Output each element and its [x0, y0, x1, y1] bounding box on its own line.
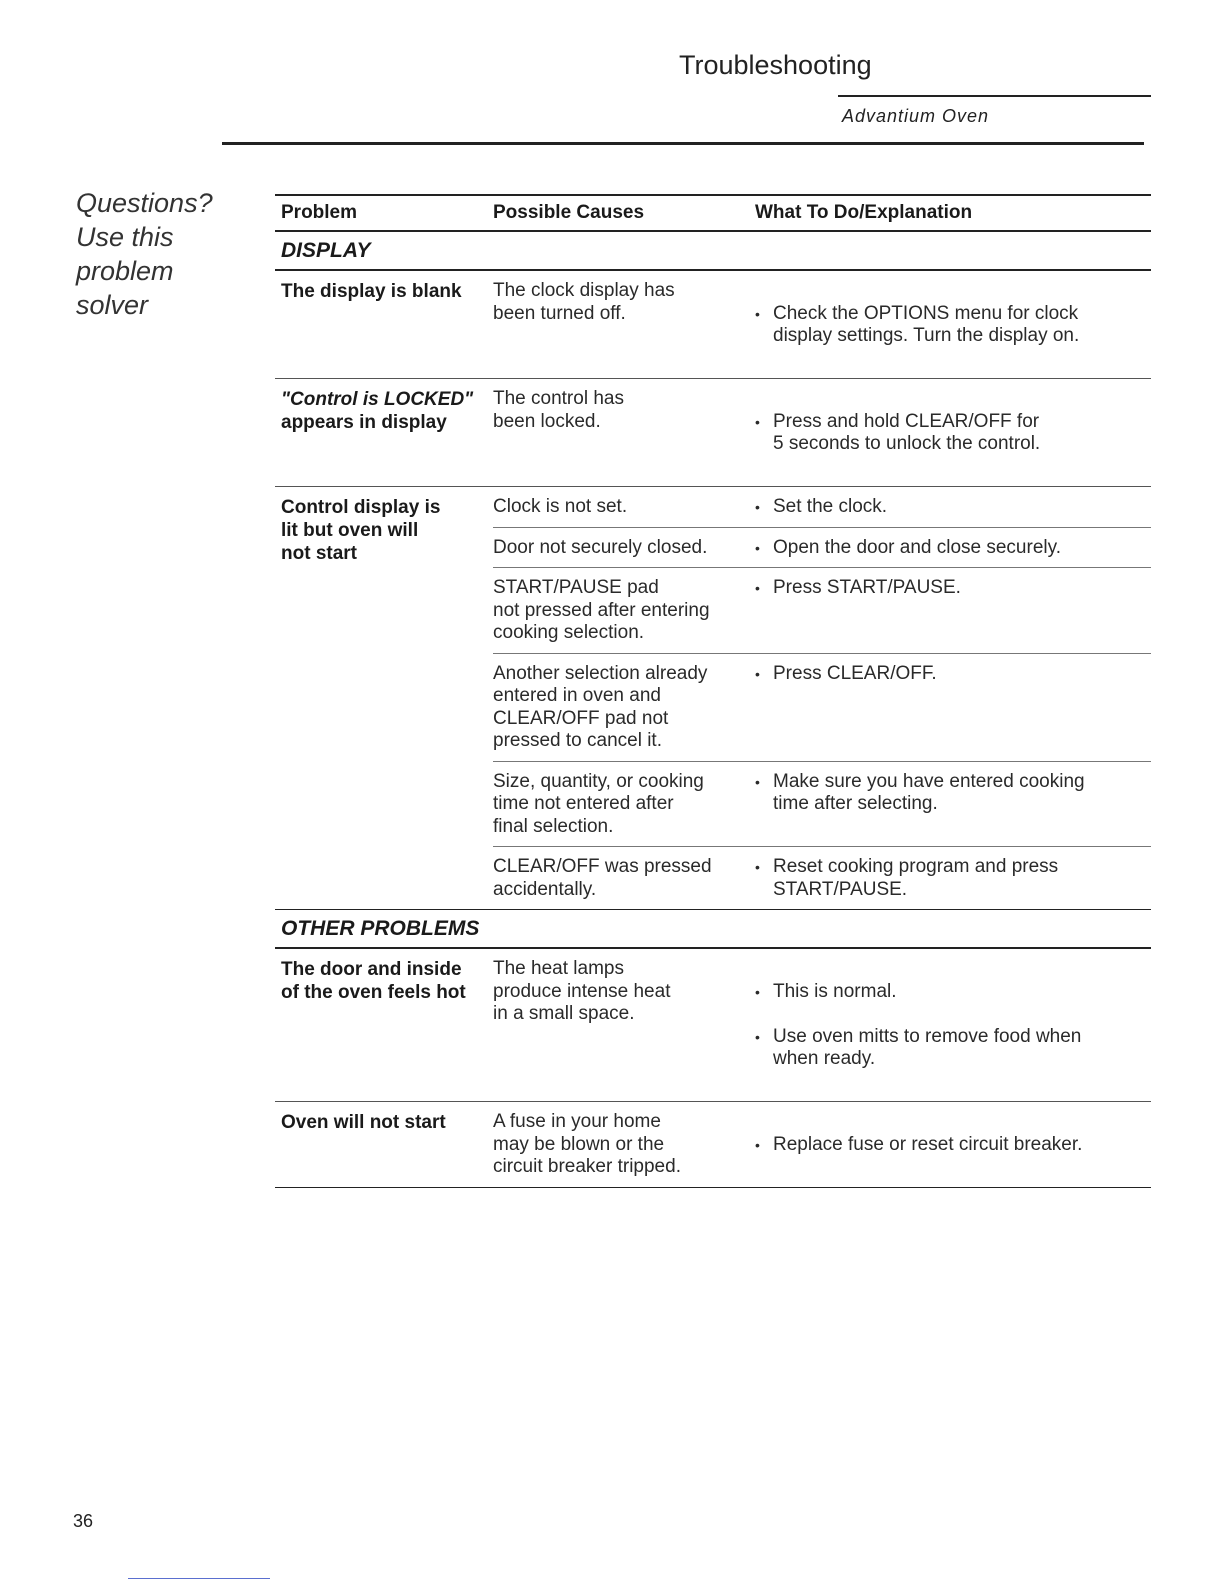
row-body: [493, 487, 1151, 909]
action-cell: [755, 847, 1151, 909]
action-text: Open the door and close securely.: [773, 536, 1061, 558]
cause-cell: The clock display has been turned off.: [493, 280, 675, 324]
table-row: [275, 379, 1151, 487]
problem-cell: [275, 487, 493, 909]
action-cell: [755, 568, 1151, 653]
action-text: Replace fuse or reset circuit breaker.: [773, 1133, 1083, 1155]
problem-text: The display is blank: [281, 281, 462, 302]
bullet-icon: •: [755, 1136, 760, 1153]
problem-text: The door and inside of the oven feels hot: [281, 959, 466, 1003]
sidebar-line: solver: [76, 290, 149, 320]
action-item: [755, 303, 1151, 348]
column-header-causes: Possible Causes: [493, 202, 645, 223]
sidebar-note: [76, 186, 246, 322]
header-rule: [222, 142, 1144, 145]
row-body: [493, 379, 1151, 486]
row-body: [493, 949, 1151, 1101]
bullet-icon: •: [755, 665, 760, 682]
column-header-what-to-do: What To Do/Explanation: [755, 202, 973, 223]
table-row: [275, 487, 1151, 910]
page-subtitle: Advantium Oven: [842, 106, 990, 126]
action-text: Press and hold CLEAR/OFF for 5 seconds to unlock the control.: [773, 410, 1041, 454]
cause-action-pair: [493, 487, 1151, 527]
page-number: 36: [73, 1511, 94, 1531]
cause-action-pair: [493, 846, 1151, 909]
sidebar-line: Questions?: [76, 188, 213, 218]
problem-cell: [275, 949, 493, 1101]
action-item: [755, 496, 1151, 519]
bullet-icon: •: [755, 539, 760, 556]
cause-action-pair: [493, 949, 1151, 1101]
cause-cell: START/PAUSE pad not pressed after entering cooking selection.: [493, 577, 710, 643]
action-text: Press START/PAUSE.: [773, 577, 961, 598]
cause-action-pair: [493, 379, 1151, 486]
cause-action-pair: [493, 527, 1151, 568]
action-cell: [755, 762, 1151, 847]
section-other-problems: OTHER PROBLEMS: [275, 910, 1151, 949]
action-item: [755, 411, 1151, 456]
bullet-icon: •: [755, 773, 760, 790]
bullet-icon: •: [755, 859, 760, 875]
problem-text: appears in display: [281, 412, 447, 433]
problem-cell: [275, 379, 493, 486]
section-display: DISPLAY: [275, 232, 1151, 271]
action-text: Set the clock.: [773, 496, 888, 517]
cause-action-pair: [493, 567, 1151, 653]
action-text: Press CLEAR/OFF.: [773, 662, 937, 684]
cause-action-pair: [493, 271, 1151, 378]
table-header: [275, 194, 1151, 232]
cause-action-pair: [493, 653, 1151, 761]
action-item: [755, 577, 1151, 600]
action-text: This is normal.: [773, 980, 897, 1002]
action-item: [755, 663, 1151, 686]
cause-cell: Another selection already entered in oven and CLEAR/OFF pad not pressed to cancel it.: [493, 662, 708, 751]
cause-cell: Size, quantity, or cooking time not entered after final selection.: [493, 770, 704, 837]
cause-cell: The control has been locked.: [493, 388, 624, 432]
bullet-icon: •: [755, 983, 760, 1000]
action-text: Check the OPTIONS menu for clock display settings. Turn the display on.: [773, 302, 1080, 346]
action-cell: [755, 487, 1151, 527]
problem-text: Oven will not start: [281, 1112, 446, 1133]
sidebar-line: problem: [76, 256, 174, 286]
cause-cell: A fuse in your home may be blown or the circuit breaker tripped.: [493, 1111, 681, 1177]
action-cell: [755, 654, 1151, 761]
action-cell: [755, 1102, 1151, 1187]
bullet-icon: •: [755, 580, 760, 596]
cause-cell: CLEAR/OFF was pressed accidentally.: [493, 856, 712, 900]
action-item: [755, 981, 1151, 1004]
action-item: [755, 1026, 1151, 1071]
table-row: [275, 1102, 1151, 1188]
bullet-icon: •: [755, 413, 760, 430]
table-row: [275, 949, 1151, 1102]
column-header-problem: Problem: [281, 202, 358, 223]
bullet-icon: •: [755, 305, 760, 322]
row-body: [493, 1102, 1151, 1187]
cause-cell: The heat lamps produce intense heat in a small space.: [493, 958, 671, 1024]
action-text: Reset cooking program and press START/PAUSE.: [773, 856, 1059, 900]
bullet-icon: •: [755, 499, 760, 515]
title-rule: [838, 95, 1151, 97]
cause-cell: Door not securely closed.: [493, 536, 708, 558]
action-cell: [755, 379, 1151, 486]
action-text: Make sure you have entered cooking time after selecting.: [773, 770, 1085, 814]
action-text: Use oven mitts to remove food when when ready.: [773, 1025, 1082, 1069]
table-row: [275, 271, 1151, 379]
action-item: [755, 771, 1151, 816]
action-cell: [755, 528, 1151, 568]
problem-cell: [275, 1102, 493, 1187]
action-item: [755, 1134, 1151, 1157]
cause-action-pair: [493, 1102, 1151, 1187]
cause-action-pair: [493, 761, 1151, 847]
problem-text-italic: "Control is LOCKED": [281, 389, 474, 410]
bullet-icon: •: [755, 1028, 760, 1045]
cause-cell: Clock is not set.: [493, 496, 628, 517]
page-title: Troubleshooting: [679, 50, 872, 80]
troubleshooting-table: [275, 194, 1151, 1188]
action-cell: [755, 271, 1151, 378]
footer-rule: [128, 1578, 270, 1579]
problem-cell: [275, 271, 493, 378]
sidebar-line: Use this: [76, 222, 174, 252]
action-cell: [755, 949, 1151, 1101]
action-item: [755, 856, 1151, 901]
action-item: [755, 537, 1151, 560]
row-body: [493, 271, 1151, 378]
problem-text: Control display is lit but oven will not start: [281, 497, 441, 564]
